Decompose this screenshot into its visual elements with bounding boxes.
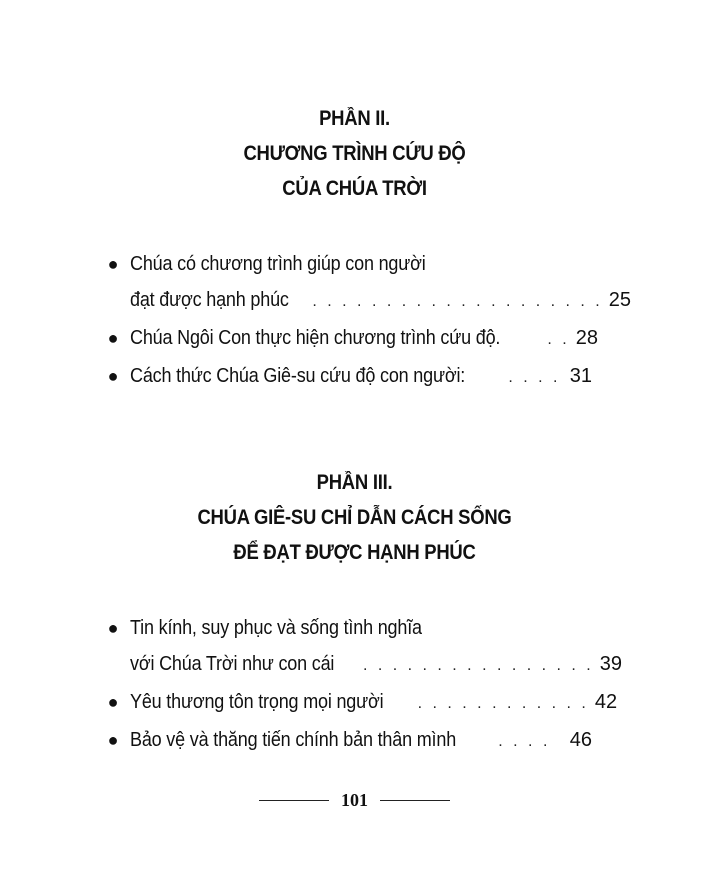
toc-entry-text: Bảo vệ và thăng tiến chính bản thân mình <box>130 729 457 751</box>
toc-entry[interactable] <box>104 722 592 760</box>
toc-entry-text: Chúa có chương trình giúp con người <box>130 253 426 275</box>
part-iii-label: PHẦN III. <box>316 471 393 494</box>
dot-leader: . . <box>547 331 570 348</box>
dot-leader: . . . . <box>508 369 561 386</box>
toc-entry-text: Tin kính, suy phục và sống tình nghĩa <box>130 617 422 639</box>
toc-entry-text: đạt được hạnh phúc <box>130 289 289 311</box>
toc-page-number: 42 <box>594 691 618 713</box>
toc-entry[interactable] <box>104 320 598 358</box>
footer-rule-right <box>380 800 450 801</box>
bullet-icon: ● <box>107 366 119 386</box>
toc-entry-text: với Chúa Trời như con cái <box>130 653 335 675</box>
part-iii-title-line-2: ĐỂ ĐẠT ĐƯỢC HẠNH PHÚC <box>233 541 476 564</box>
toc-page-number: 39 <box>599 653 622 675</box>
dot-leader: . . . . <box>498 733 551 750</box>
part-ii-label: PHẦN II. <box>319 107 390 130</box>
dot-leader: . . . . . . . . . . . . . . . . . . . . <box>312 293 603 310</box>
toc-entry[interactable] <box>104 610 622 684</box>
part-ii-title-line-2: CỦA CHÚA TRỜI <box>282 177 427 200</box>
toc-page-number: 28 <box>575 327 598 349</box>
dot-leader: . . . . . . . . . . . . <box>417 695 589 712</box>
toc-entry[interactable] <box>104 246 631 320</box>
toc-entry-text: Cách thức Chúa Giê-su cứu độ con người: <box>130 365 466 387</box>
part-iii-title-line-1: CHÚA GIÊ-SU CHỈ DẪN CÁCH SỐNG <box>197 506 512 529</box>
part-iii-section <box>0 465 709 751</box>
toc-page-number: 31 <box>569 365 592 387</box>
page-footer <box>0 785 709 815</box>
toc-page-number: 46 <box>569 729 592 751</box>
part-ii-toc <box>104 246 631 396</box>
bullet-icon: ● <box>107 730 119 750</box>
toc-page-number: 25 <box>608 289 631 311</box>
toc-entry-text: Yêu thương tôn trọng mọi người <box>130 691 384 713</box>
dot-leader: . . . . . . . . . . . . . . . . <box>362 657 594 674</box>
toc-entry[interactable] <box>104 684 618 722</box>
part-ii-section <box>0 101 709 387</box>
toc-entry[interactable] <box>104 358 592 396</box>
toc-entry-text: Chúa Ngôi Con thực hiện chương trình cứu độ. <box>130 327 501 349</box>
part-iii-toc <box>104 610 622 760</box>
bullet-icon: ● <box>107 618 119 638</box>
footer-rule-left <box>259 800 329 801</box>
page-number: 101 <box>341 790 368 810</box>
bullet-icon: ● <box>107 328 119 348</box>
bullet-icon: ● <box>107 254 119 274</box>
bullet-icon: ● <box>107 692 119 712</box>
part-ii-title-line-1: CHƯƠNG TRÌNH CỨU ĐỘ <box>243 142 466 165</box>
